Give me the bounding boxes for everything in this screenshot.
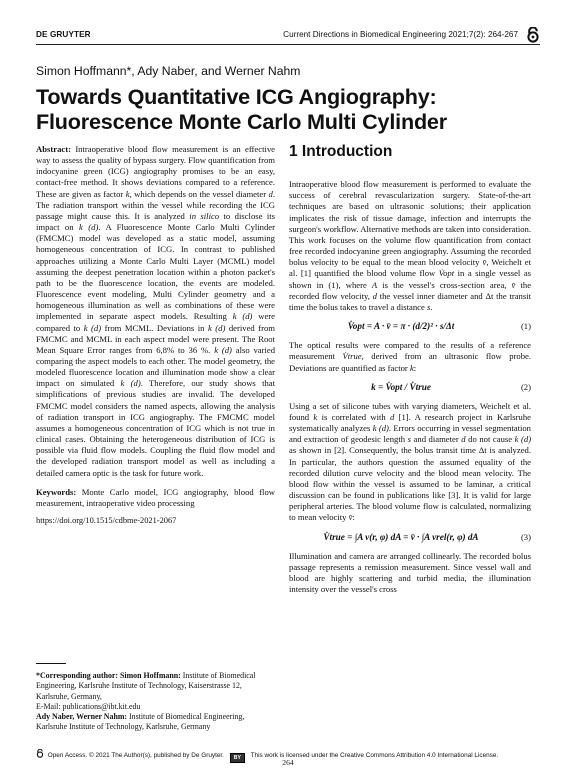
equation-3: [289, 532, 531, 543]
equation-3-expression: V̇true = ∫A v(r, φ) dA = v̄ · ∫A vrel(r, φ) dA: [323, 531, 479, 542]
footnote-rule: [36, 663, 66, 664]
abstract-text: . A Fluorescence Monte Carlo Multi Cylinder (FMCMC) model was developed as a static model, assuming homogeneous concentration of ICG. In contrast to published approaches utilizing a Monte Carlo Multi Layer (MCML) model assuming the deepest penetration location within a photon packet's path to be the fluorescence location, the events are modeled. Fluorescence event modeling, Multi Cylinder geometry and a homogeneous illumination as well as combinations of these were implemented in separate aspect models. Resulting: [36, 222, 275, 322]
equation-1: [289, 321, 531, 332]
coauthors-label: Ady Naber, Werner Nahm:: [36, 712, 128, 722]
math-k-of-d: k (d): [232, 311, 253, 322]
math-v-true: V̇true: [342, 351, 362, 362]
math-k: k: [125, 188, 130, 199]
abstract-text: were compared to: [36, 311, 276, 333]
body-text: , derived from an ultrasonic flow probe. Deviations are quantified as factor: [289, 351, 532, 373]
math-k-of-d: k (d): [120, 378, 141, 389]
math-d: d: [461, 434, 466, 445]
body-text: and diameter: [413, 434, 459, 445]
math-k: k: [313, 411, 318, 422]
body-text: , Weichelt et al. [1] quantified the blood volume flow: [289, 257, 531, 279]
equation-2-number: (2): [520, 381, 531, 392]
math-k-of-d: k (d): [83, 322, 102, 333]
title-line-1: Towards Quantitative ICG Angiography:: [36, 84, 437, 109]
body-text: [1]. A research project in Karlsruhe systematically analyzes: [289, 411, 531, 434]
keywords-text: Monte Carlo model, ICG angiography, blood flow measurement, intraoperative video processing: [36, 486, 275, 508]
body-text: the vessel inner diameter and Δt the transit time the bolus takes to travel a distance: [289, 290, 532, 312]
publisher-name: DE GRUYTER: [36, 30, 91, 39]
body-text: Intraoperative blood flow measurement is performed to evaluate the success of cerebral revascularization surgery. State-of-the-art techniques are based on ultrasonic solutions; their application implicates the risk of tissue damage, infection and interrupts the surgeon's workflow. Alternative methods are taken into consideration. This work focuses on the volume flow quantification from contact free recorded indocyanine green angiography. Assuming the recorded bolus velocity to be equal to the mean blood velocity: [289, 179, 531, 268]
doi-link[interactable]: https://doi.org/10.1515/cdbme-2021-2067: [36, 516, 177, 525]
math-a: A: [371, 279, 378, 290]
keywords: [36, 487, 275, 509]
math-v-opt: V̇opt: [438, 268, 455, 279]
math-v-bar: v̄: [348, 512, 353, 523]
math-v-bar: v̄: [511, 279, 516, 290]
equation-1-expression: V̇opt = A · v̄ = π · (d/2)² · s/Δt: [347, 321, 455, 332]
body-text: .: [430, 301, 433, 312]
body-text: :: [352, 512, 355, 523]
equation-3-number: (3): [520, 531, 531, 542]
body-text: do not cause: [468, 434, 513, 445]
body-text: the recorded flow velocity,: [289, 279, 532, 301]
abstract-text: . Therefore, our study shows that simplifications of previous studies are invalid. The developed FMCMC model considers the named aspects, allowing the analysis of radiation transport in ICG angiography. The FMCMC model assumes a homogeneous concentration of ICG which is not true in clinical cases. Obtaining the heterogeneous distribution of ICG is possible via fluid flow models. Coupling the fluid flow model and the developed radiation transport model as well as including a detailed camera optic is the task for future work.: [36, 378, 276, 478]
intro-paragraph-2: [289, 340, 531, 373]
body-text: is correlated with: [321, 411, 386, 422]
body-text: as shown in [2]. Consequently, the bolus transit time Δt is analyzed. In particular, the authors question the assumed equality of the recorded dilution curve velocity and the blood mean velocity. The blood flow within the vessel is assumed to be laminar, a critical discussion can be found in publications like [3]. It is valid for large peripheral arteries. The blood volume flow is calculated, normalizing to mean velocity: [289, 445, 531, 523]
abstract-text: to disclose its impact on: [36, 210, 276, 233]
section-heading: 1 Introduction: [289, 143, 393, 160]
math-d: d: [372, 290, 377, 301]
open-access-icon: [526, 27, 540, 43]
body-text: The optical results were compared to the results of a reference measurement: [289, 340, 531, 362]
math-k-of-d: k (d): [207, 322, 226, 333]
math-k: k: [409, 362, 414, 373]
math-k-of-d: k (d): [372, 423, 389, 434]
abstract-text: . The radiation transport within the vessel while recording the ICG passage might cause this. It is analyzed: [36, 188, 275, 221]
equation-2-expression: k = V̇opt / V̇true: [371, 381, 431, 392]
corresponding-author-label: *Corresponding author: Simon Hoffmann:: [36, 671, 181, 680]
coauthors-affiliation: Institute of Biomedical Engineering, Karlsruhe Institute of Technology, Karlsruhe, Germany: [36, 712, 245, 732]
math-d: d: [390, 411, 395, 422]
abstract-in-silico: in silico: [189, 210, 220, 221]
page-number: 264: [282, 758, 294, 767]
math-k-of-d: k (d): [514, 434, 532, 445]
license-statement: This work is licensed under the Creative Commons Attribution 4.0 International License.: [250, 752, 499, 759]
abstract-text: , which depends on the vessel diameter: [129, 188, 267, 199]
body-text: is the vessel's cross-section area,: [382, 279, 507, 290]
email-address[interactable]: E-Mail: publications@ibt.kit.edu: [36, 701, 141, 711]
corresponding-author-affiliation: Institute of Biomedical Engineering, Karlsruhe Institute of Technology, Kaiserstrasse 12, Karlsruhe, Germany,: [36, 671, 256, 701]
abstract-text: derived from FMCMC and MCML in each aspect model were present. The Root Mean Square Error ranges from 6,8% to 36 %.: [36, 322, 275, 355]
math-s: s: [407, 434, 411, 445]
math-s: s: [426, 301, 431, 312]
equation-2: [289, 382, 531, 393]
abstract-text: from MCML. Deviations in: [104, 322, 205, 333]
intro-paragraph-1: [289, 179, 531, 313]
math-v-bar: v̄: [482, 257, 487, 268]
math-k-of-d: k (d): [214, 344, 232, 355]
abstract-text: Intraoperative blood flow measurement is an effective way to assess the quality of bypass surgery. Flow quantification from indocyanine green (ICG) angiography promises to be an easy, contact-free method. It shows deviations compared to a reference. These are given as factor: [36, 144, 275, 199]
author-list: Simon Hoffmann*, Ady Naber, and Werner Nahm: [36, 64, 301, 78]
body-text: Using a set of silicone tubes with varying diameters, Weichelt et al. found: [289, 400, 531, 422]
author-footnote: [36, 671, 276, 733]
intro-paragraph-3: [289, 401, 531, 524]
abstract-text: also varied comparing the aspect models to each other. The model geometry, the modeled fluorescence location and illumination mode show a clear impact on simulated: [36, 344, 276, 389]
math-k-of-d: k (d): [79, 222, 99, 233]
header-rule: [36, 44, 540, 45]
body-text: . Errors occurring in vessel segmentation and extraction of geodesic length: [289, 423, 531, 445]
open-access-statement: Open Access. © 2021 The Author(s), published by De Gruyter.: [47, 752, 224, 759]
article-title: [36, 84, 556, 134]
body-text: :: [413, 362, 417, 373]
open-access-icon: [36, 749, 44, 758]
title-line-2: Fluorescence Monte Carlo Multi Cylinder: [36, 109, 447, 134]
equation-1-number: (1): [520, 321, 531, 332]
math-d: d: [268, 188, 273, 199]
abstract-label: Abstract:: [36, 144, 71, 154]
journal-citation: Current Directions in Biomedical Engineering 2021;7(2): 264-267: [283, 30, 518, 39]
body-text: in a single vessel as shown in (1), where: [289, 268, 532, 290]
keywords-label: Keywords:: [36, 486, 77, 497]
cc-license-badge[interactable]: BY: [230, 753, 245, 763]
right-column: [289, 144, 531, 595]
intro-paragraph-4: Illumination and camera are arranged collinearly. The recorded bolus passage represents a remission measurement. Since vessel wall and blood are highly scattering and turbid media, the illumination intensity over the vessel's cross: [289, 550, 531, 595]
left-column: [36, 144, 275, 526]
abstract: [36, 144, 275, 479]
